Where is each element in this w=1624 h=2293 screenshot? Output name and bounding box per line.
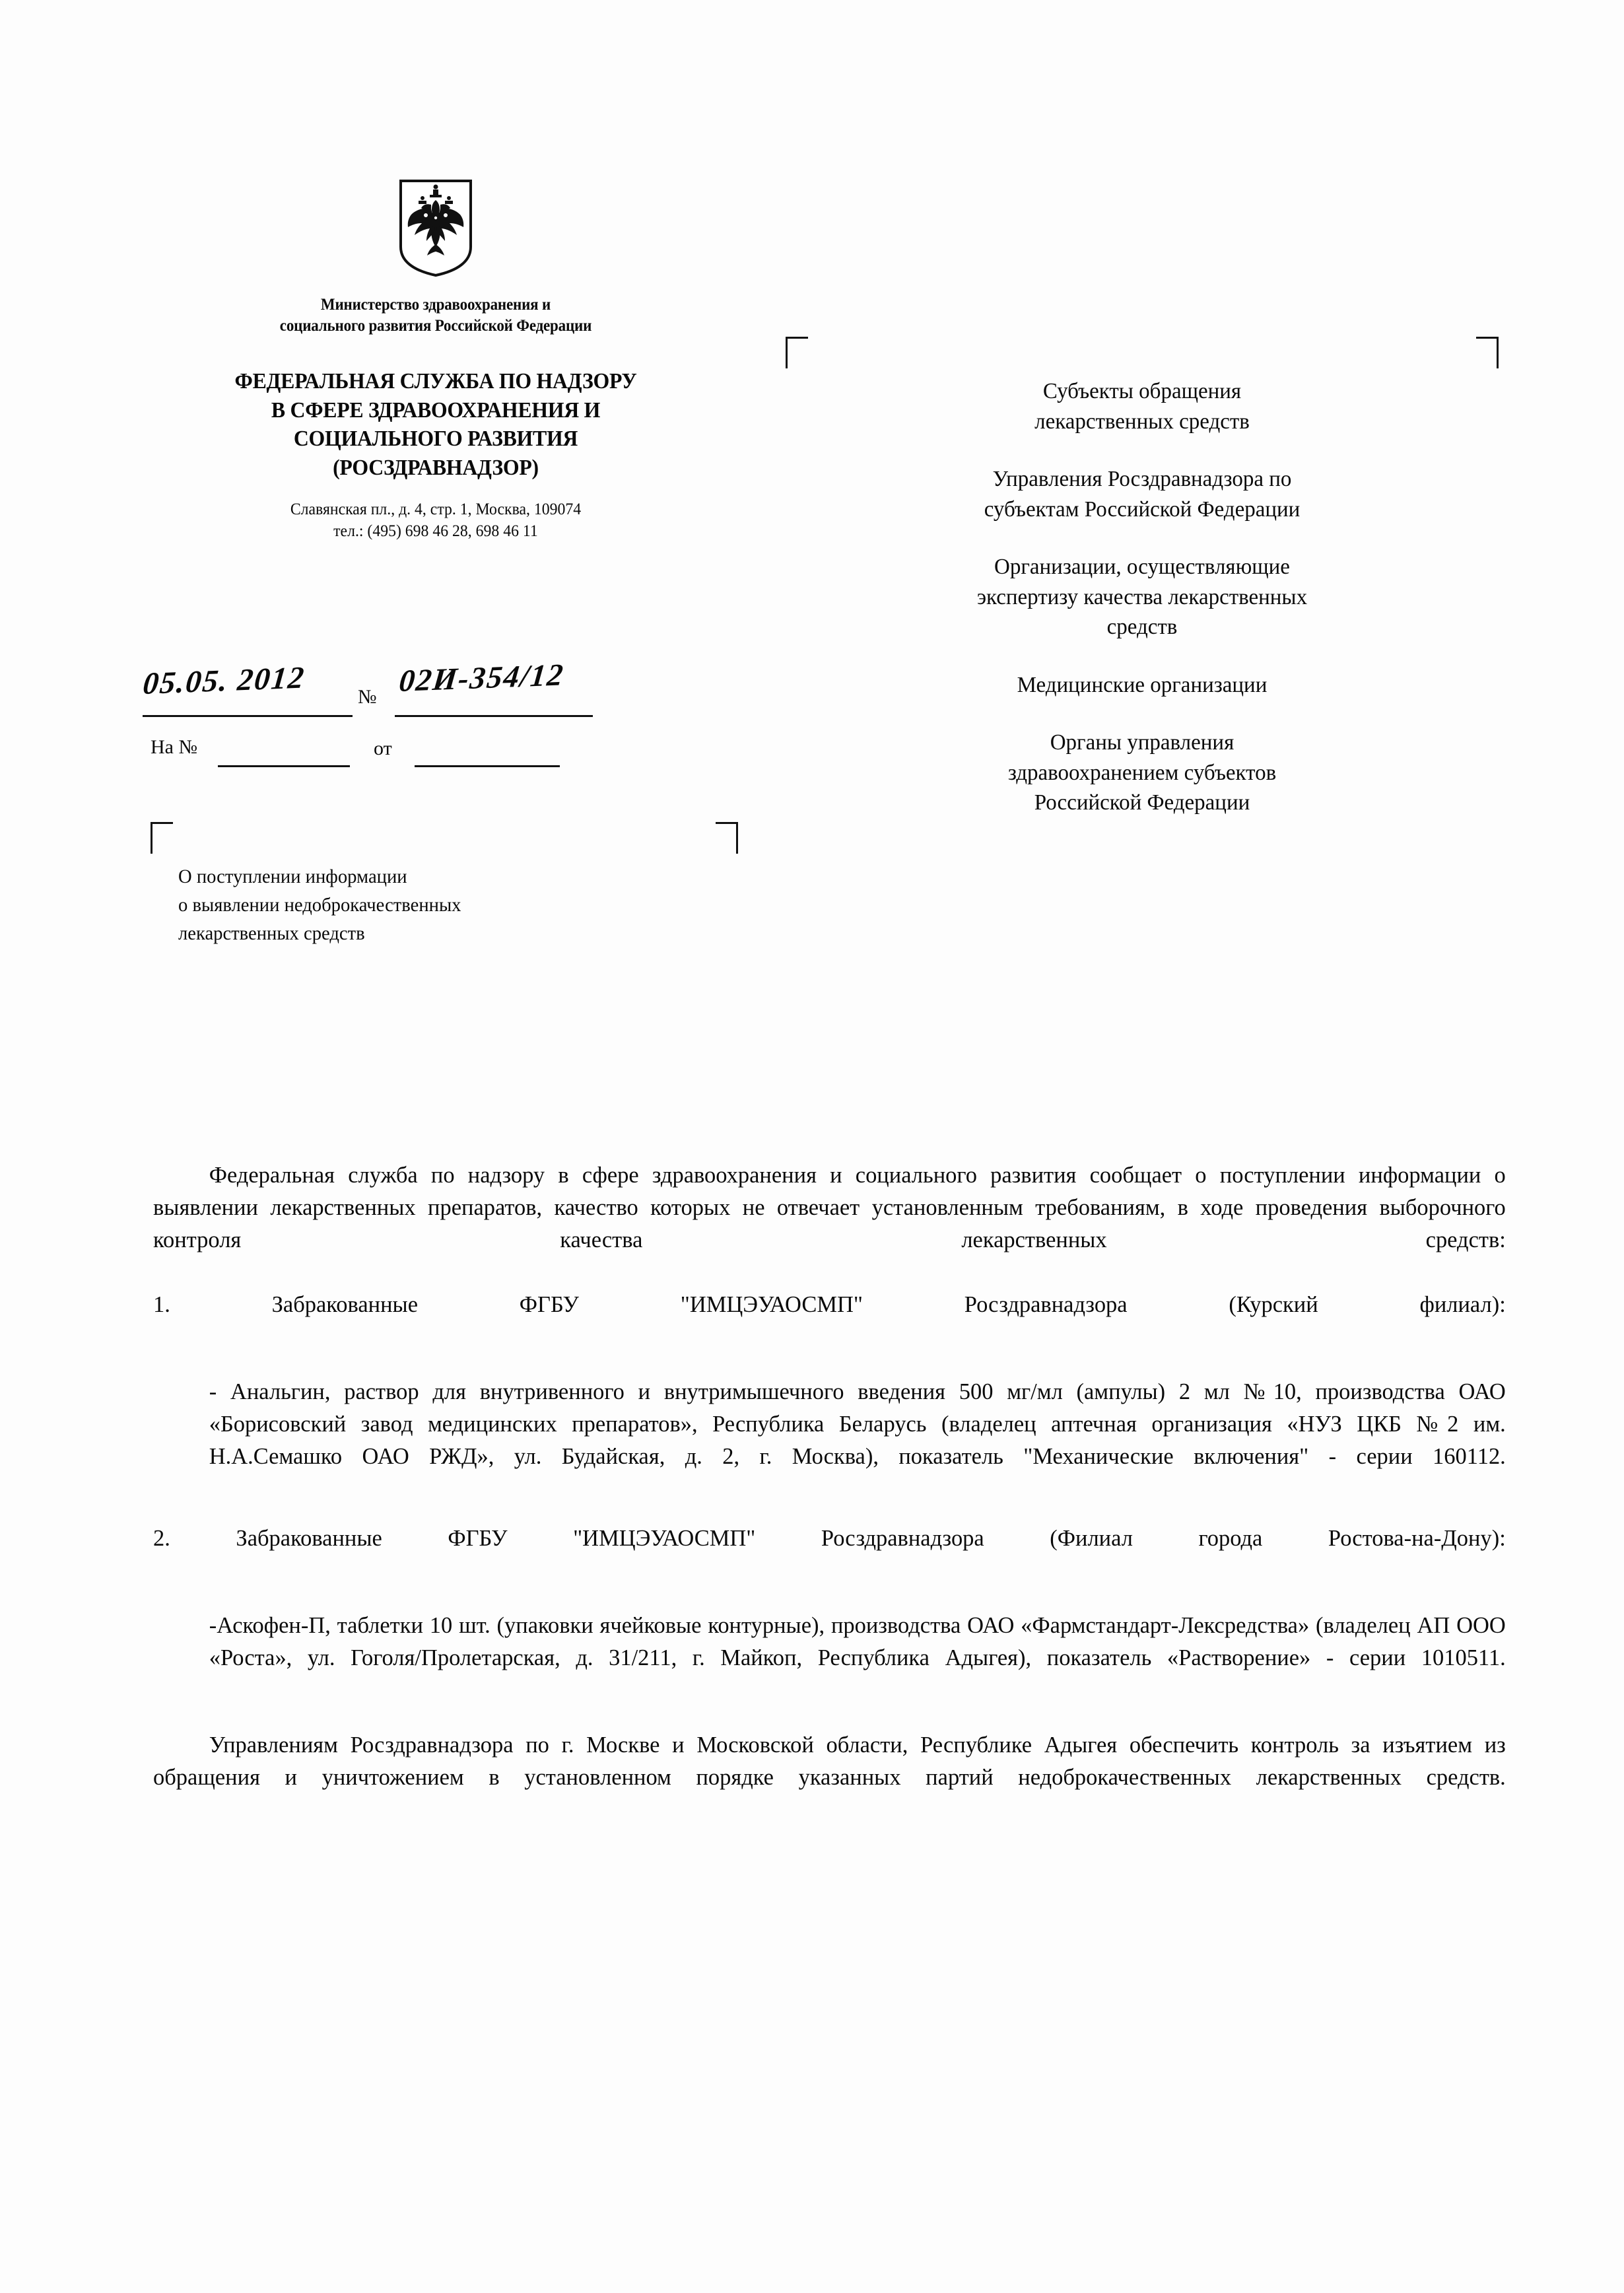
agency-name-line-4: (РОСЗДРАВНАДЗОР) (333, 455, 539, 480)
agency-contact (154, 499, 718, 542)
addressee-item-quality-expertise-orgs (815, 552, 1468, 642)
addressee-bracket-top-right (1476, 337, 1499, 368)
agency-name-line-1: ФЕДЕРАЛЬНАЯ СЛУЖБА ПО НАДЗОРУ (234, 369, 637, 394)
addressee-4-line-3: Российской Федерации (1034, 790, 1250, 815)
reply-reference-row (151, 736, 745, 776)
addressee-4-line-2: здравоохранением субъектов (1007, 760, 1277, 785)
letter-body (153, 1159, 1526, 1830)
registration-number-rule (395, 715, 593, 717)
addressee-bracket-top-left (786, 337, 808, 368)
body-item-1-detail: - Анальгин, раствор для внутривенного и внутримышечного введения 500 мг/мл (ампулы) 2 мл №10, производства ОАО «Борисовский завод медицинских препаратов», Республика Беларусь (владелец аптечная организация «НУЗ ЦКБ №2 им. Н.А.Семашко ОАО РЖД», ул. Будайская, д. 2, г. Москва), показатель "Механические включения" - серии 160112. (209, 1379, 1506, 1469)
addressee-1-line-2: субъектам Российской Федерации (984, 496, 1301, 522)
body-item-1-heading: 1. Забракованные ФГБУ "ИМЦЭУАОСМП" Росздравнадзора (Курский филиал): (153, 1291, 1506, 1317)
subject-bracket-top-right (716, 822, 738, 854)
addressee-item-medical-organizations (815, 670, 1468, 701)
addressee-2-line-3: средств (1106, 615, 1178, 640)
spacer (153, 1505, 1526, 1522)
body-item-2-heading: 2. Забракованные ФГБУ "ИМЦЭУАОСМП" Росздравнадзора (Филиал города Ростова-на-Дону): (153, 1525, 1506, 1551)
reply-to-rule (218, 765, 350, 767)
body-closing-paragraph: Управлениям Росздравнадзора по г. Москве и Московской области, Республике Адыгея обеспечить контроль за изъятием из обращения и уничтожением в установленном порядке указанных партий недоброкачественных лекарственных средств. (153, 1732, 1506, 1790)
body-item-2-detail: -Аскофен-П, таблетки 10 шт. (упаковки ячейковые контурные), производства ОАО «Фармстандарт-Лексредства» (владелец АП ООО «Роста», ул. Гоголя/Пролетарская, д. 31/211, г. Майкоп, Республика Адыгея), показатель «Растворение» - серии 1010511. (209, 1612, 1506, 1670)
addressee-list (805, 376, 1479, 818)
subject-bracket-top-left (151, 822, 173, 854)
addressee-0-line-2: лекарственных средств (1034, 409, 1250, 434)
subject-text (178, 863, 710, 948)
agency-name (154, 367, 718, 482)
registration-date-rule (143, 715, 353, 717)
subject-line-2: о выявлении недоброкачественных (178, 895, 461, 916)
addressee-2-line-2: экспертизу качества лекарственных (976, 584, 1308, 609)
subject-block (151, 822, 738, 994)
subject-line-1: О поступлении информации (178, 866, 407, 887)
ministry-name-line-1: Министерство здравоохранения и (320, 296, 551, 314)
addressee-0-line-1: Субъекты обращения (1042, 379, 1242, 403)
addressee-2-line-1: Организации, осуществляющие (994, 555, 1290, 580)
addressee-4-line-1: Органы управления (1050, 730, 1235, 755)
russian-federation-coat-of-arms-icon (397, 178, 475, 277)
agency-name-line-3: СОЦИАЛЬНОГО РАЗВИТИЯ (293, 427, 578, 452)
agency-name-line-2: В СФЕРЕ ЗДРАВООХРАНЕНИЯ И (271, 397, 601, 423)
agency-address: Славянская пл., д. 4, стр. 1, Москва, 109074 (290, 500, 582, 519)
subject-line-3: лекарственных средств (178, 923, 365, 945)
addressee-block (786, 337, 1499, 1037)
reply-to-label: На № (151, 736, 198, 758)
registration-number-handwritten: 02И-354/12 (397, 658, 566, 699)
reply-date-label: от (374, 737, 392, 759)
addressee-item-subjects-of-circulation (815, 376, 1468, 436)
registration-number-label: № (358, 686, 377, 708)
letterhead (139, 178, 733, 542)
agency-phone: тел.: (495) 698 46 28, 698 46 11 (333, 522, 538, 540)
registration-date-handwritten: 05.05. 2012 (141, 660, 307, 701)
addressee-item-regional-departments (815, 464, 1468, 524)
ministry-name-line-2: социального развития Российской Федерации (279, 317, 592, 335)
spacer (153, 1587, 1526, 1597)
spacer (153, 1353, 1526, 1363)
addressee-1-line-1: Управления Росздравнадзора по (992, 467, 1292, 492)
registration-row (139, 658, 753, 726)
spacer (153, 1706, 1526, 1728)
body-intro-paragraph: Федеральная служба по надзору в сфере здравоохранения и социального развития сообщает о поступлении информации о выявлении лекарственных препаратов, качество которых не отвечает установленным требованиям, в ходе проведения выборочного контроля качества лекарственных средств: (153, 1162, 1506, 1252)
addressee-3-line-1: Медицинские организации (1017, 672, 1268, 697)
addressee-item-health-authorities (815, 728, 1468, 818)
reply-date-rule (415, 765, 560, 767)
